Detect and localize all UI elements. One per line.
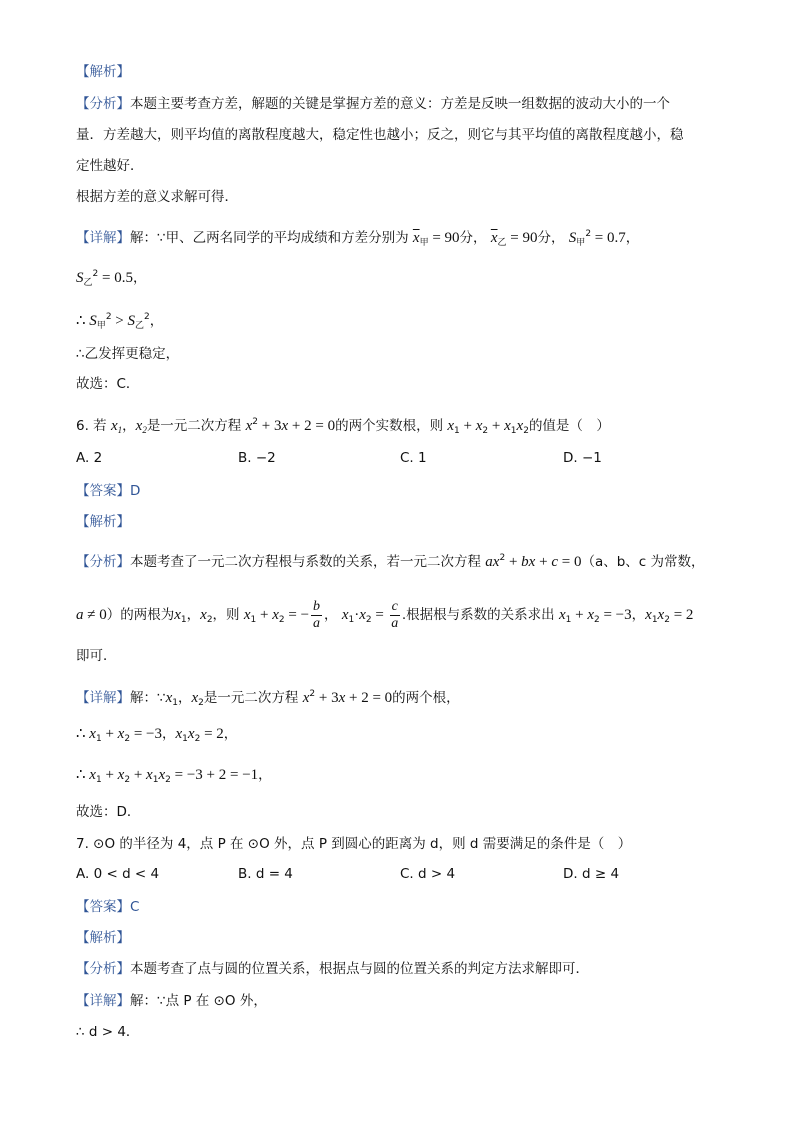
q5-math-mean-jia: $\overline{x}_甲 = 90$分， [412,230,487,248]
q6-option-b: B. −2 [238,450,276,466]
q6-math-equation: $x^2 + 3x + 2 = 0$ [245,417,336,434]
q6-step1: ∴ $x_1 + x_2 = -3$，$x_1x_2 = 2$， [76,726,238,744]
q5-math-var-yi: $S_乙^2 = 0.5$， [76,269,147,288]
q6-stem: 6. 若 $x_1$，$x_2$是一元二次方程 $x^2 + 3x + 2 = 0$的两个实数根，则 $x_1 + x_2 + x_1x_2$的值是（ ） [76,417,610,436]
q5-xiangjie-line1 [76,224,639,253]
q5-xiangjie-tag: 【详解】 [76,230,130,246]
q5-math-mean-yi: $\overline{x}_乙 = 90$分， [490,230,565,248]
q7-option-a: A. 0 < d < 4 [76,866,160,882]
q6-math-general-eq: $ax^2$ + bx + c = 0 [485,553,582,570]
q6-math-x1: $x_1$ [110,418,123,435]
q7-option-d: D. d ≥ 4 [563,866,620,882]
q6-math-result: $x_1 + x_2 = -3$，$x_1x_2 = 2$ [558,607,694,625]
q6-fenxi-line3: 即可． [76,648,117,664]
q5-guxuan: 故选：C． [76,376,140,392]
q7-xiangjie-line1: 【详解】解：∵点 P 在 ⊙O 外， [76,993,267,1009]
q6-option-a: A. 2 [76,450,103,466]
q5-xiangjie-text1: 解：∵甲、乙两名同学的平均成绩和方差分别为 [130,230,409,246]
q5-fenxi-line2: 量．方差越大，则平均值的离散程度越大，稳定性也越小；反之，则它与其平均值的离散程度越小，稳 [76,127,684,143]
q6-jiexi-heading: 【解析】 [76,514,130,530]
q7-option-b: B. d = 4 [238,866,293,882]
q5-fenxi-tag: 【分析】 [76,96,130,112]
q5-fenxi-line3: 定性越好． [76,158,144,174]
q5-jiexi-heading: 【解析】 [76,64,130,80]
q7-conclusion: ∴ d > 4． [76,1024,140,1040]
q6-xiangjie-line1: 【详解】解：$\because x_1$，$x_2$是一元二次方程 $x^2 + 3x + 2 = 0$的两个根， [76,689,460,708]
q7-fenxi-line1: 【分析】本题考查了点与圆的位置关系，根据点与圆的位置关系的判定方法求解即可． [76,961,589,977]
q6-guxuan: 故选：D． [76,804,141,820]
q7-answer: 【答案】C [76,899,140,915]
q5-math-compare: ∴ $S_甲^2 > S_乙^2$， [76,312,164,331]
q6-fenxi-line2: a ≠ 0）的两根为$x_1$，$x_2$，则 $x_1 + x_2$ = − $\frac{b}{a}$ ， $x_1\cdot x_2$ = $\frac{c}{a}$ .根据根与系数的关系求出 $x_1 + x_2 = -3$，$x_1x_2 = 2$ [76,598,694,631]
q6-answer: 【答案】D [76,483,141,499]
q6-step2: ∴ $x_1 + x_2 + x_1x_2 = -3 + 2 = -1$， [76,767,272,785]
q6-fenxi-line1: 【分析】本题考查了一元二次方程根与系数的关系，若一元二次方程 $ax^2$ + bx + c = 0（a、b、c 为常数， [76,553,705,570]
q6-option-c: C. 1 [400,450,427,466]
q6-math-expr: $x_1 + x_2 + x_1x_2$ [447,418,529,436]
q5-math-var-jia: $S_甲^2 = 0.7$， [568,229,640,248]
q5-fenxi-line1 [76,94,670,114]
q5-conclusion: ∴乙发挥更稳定， [76,346,180,362]
q6-option-d: D. −1 [563,450,602,466]
q7-stem: 7. ⊙O 的半径为 4，点 P 在 ⊙O 外，点 P 到圆心的距离为 d，则 d 需要满足的条件是（ ） [76,836,632,852]
q5-fenxi-line4: 根据方差的意义求解可得． [76,189,238,205]
q7-jiexi-heading: 【解析】 [76,930,130,946]
q5-fenxi-text1: 本题主要考查方差，解题的关键是掌握方差的意义：方差是反映一组数据的波动大小的一个 [130,96,670,112]
q7-option-c: C. d > 4 [400,866,456,882]
q6-math-product-formula: $x_1\cdot x_2$ = $\frac{c}{a}$ [341,598,399,631]
q6-math-sum-formula: $x_1 + x_2$ = − $\frac{b}{a}$ [243,598,321,631]
